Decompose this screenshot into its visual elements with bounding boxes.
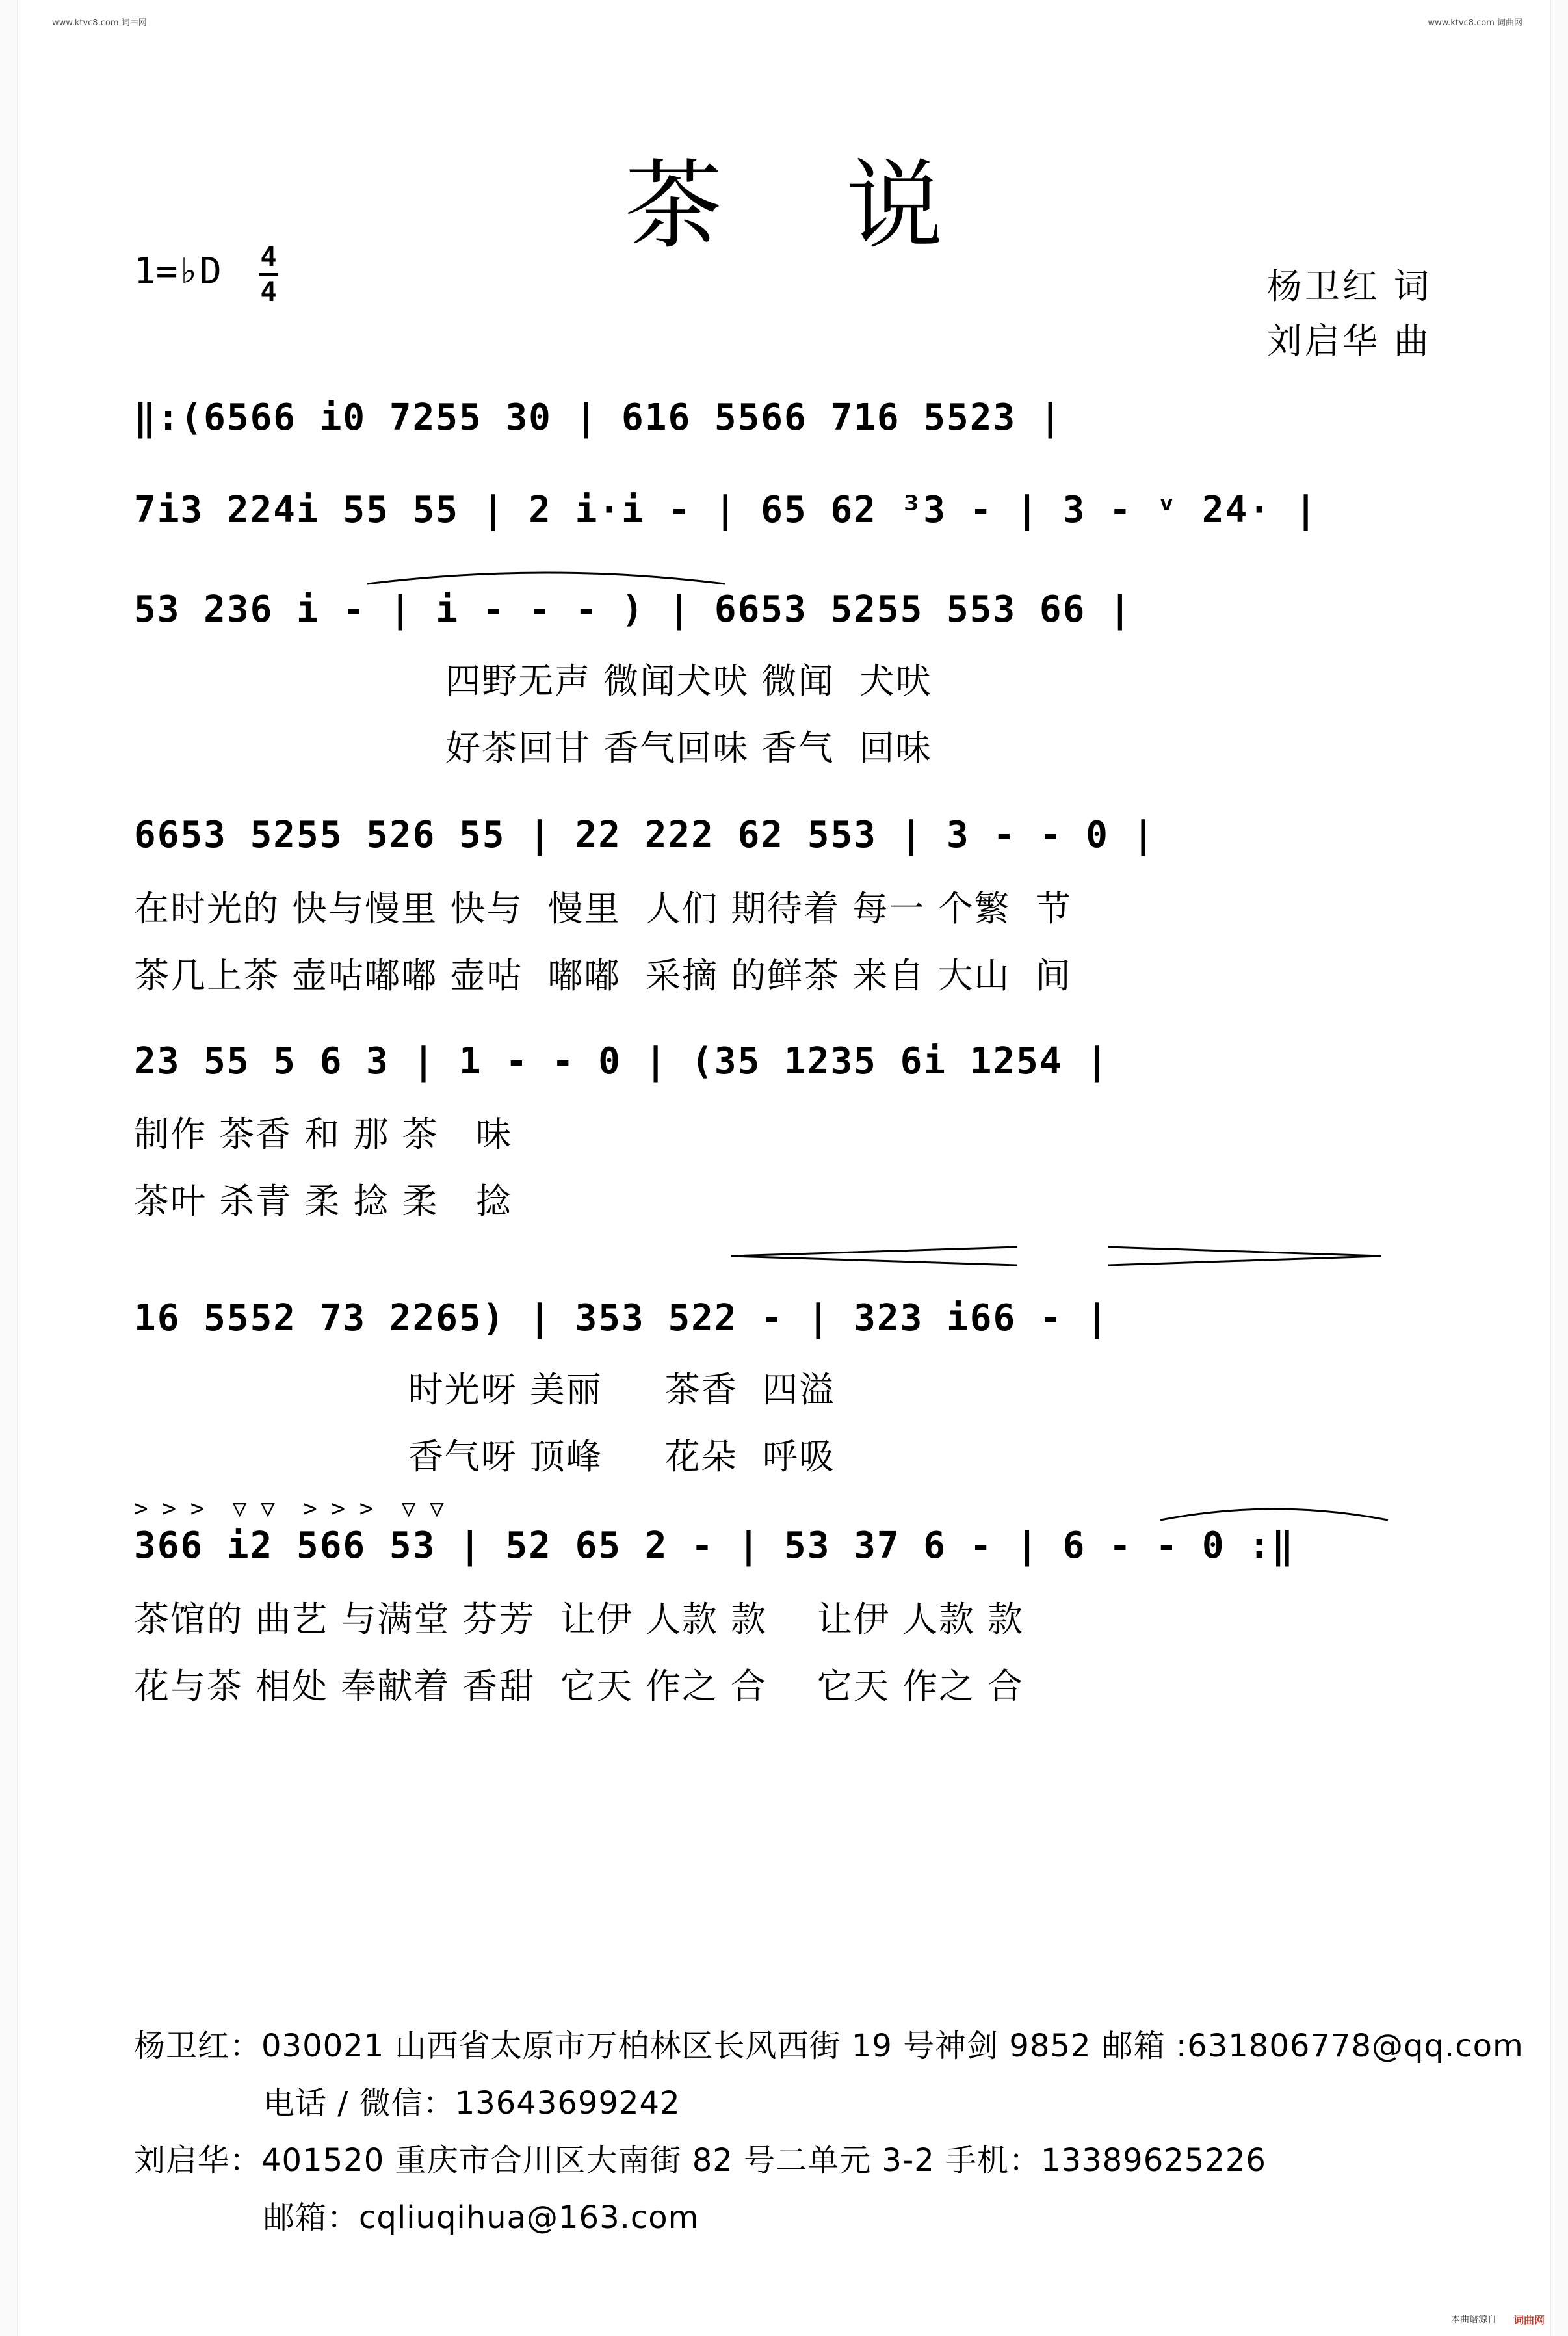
lyrics-line-5-verse-1: 制作 茶香 和 那 茶 味 [134, 1114, 513, 1155]
slur-line-3 [364, 566, 728, 585]
lyrics-line-3-verse-2: 好茶回甘 香气回味 香气 回味 [134, 728, 932, 768]
lyrics-line-4-verse-2: 茶几上茶 壶咕嘟嘟 壶咕 嘟嘟 采摘 的鲜茶 来自 大山 间 [134, 955, 1072, 996]
lyricist-credit: 杨卫红 词 [1266, 266, 1431, 307]
lyrics-line-7-verse-2: 花与茶 相处 奉献着 香甜 它天 作之 合 它天 作之 合 [134, 1666, 1025, 1707]
decrescendo-hairpin [1105, 1243, 1385, 1269]
crescendo-hairpin [728, 1243, 1021, 1269]
song-title: 茶说 [624, 150, 1067, 263]
lyrics-line-6-verse-1: 时光呀 美丽 茶香 四溢 [134, 1369, 835, 1410]
accent-marks-line-7: > > > ▽ ▽ > > > ▽ ▽ [134, 1495, 444, 1522]
score-line-1: ‖:(6566 i0 7255 30 | 616 5566 716 5523 | [134, 397, 1063, 439]
site-watermark-right: www.ktvc8.com 词曲网 [1428, 18, 1522, 28]
contact-yang-address: 杨卫红：030021 山西省太原市万柏林区长风西街 19 号神剑 9852 邮箱 :631806778@qq.com [134, 2028, 1524, 2064]
score-line-6: 16 5552 73 2265) | 353 522 - | 323 i66 - | [134, 1297, 1110, 1339]
score-line-4: 6653 5255 526 55 | 22 222 62 553 | 3 - - 0 | [134, 814, 1156, 856]
lyrics-line-7-verse-1: 茶馆的 曲艺 与满堂 芬芳 让伊 人款 款 让伊 人款 款 [134, 1599, 1025, 1640]
score-line-7: 366 i2 566 53 | 52 65 2 - | 53 37 6 - | 6 - - 0 :‖ [134, 1525, 1295, 1567]
footer-logo: 词曲网 [1513, 2314, 1545, 2326]
slur-line-7 [1157, 1502, 1391, 1521]
lyrics-line-5-verse-2: 茶叶 杀青 柔 捻 柔 捻 [134, 1181, 513, 1222]
lyrics-line-6-verse-2: 香气呀 顶峰 花朵 呼吸 [134, 1436, 835, 1477]
footer-source-note: 本曲谱源自 [1451, 2315, 1496, 2325]
lyrics-line-4-verse-1: 在时光的 快与慢里 快与 慢里 人们 期待着 每一 个繁 节 [134, 888, 1072, 929]
left-margin-strip [0, 0, 18, 2336]
key-signature: 1=♭D [134, 250, 222, 293]
time-signature-top: 4 [260, 241, 277, 272]
score-line-5: 23 55 5 6 3 | 1 - - 0 | (35 1235 6i 1254 | [134, 1040, 1110, 1083]
time-signature [259, 242, 278, 307]
score-line-3: 53 236 i - | i - - - ) | 6653 5255 553 66 | [134, 588, 1132, 631]
contact-liu-email: 邮箱：cqliuqihua@163.com [263, 2199, 699, 2236]
right-margin-strip [1550, 0, 1568, 2336]
contact-liu-address: 刘启华：401520 重庆市合川区大南街 82 号二单元 3-2 手机：13389625226 [134, 2142, 1266, 2179]
contact-yang-phone: 电话 / 微信：13643699242 [263, 2085, 681, 2121]
time-signature-bottom: 4 [260, 276, 277, 308]
lyrics-line-3-verse-1: 四野无声 微闻犬吠 微闻 犬吠 [134, 661, 932, 702]
site-watermark-left: www.ktvc8.com 词曲网 [52, 18, 147, 28]
composer-credit: 刘启华 曲 [1266, 321, 1431, 361]
score-line-2: 7i3 224i 55 55 | 2 i·i - | 65 62 ³3 - | 3 - ᵛ 24· | [134, 489, 1318, 531]
